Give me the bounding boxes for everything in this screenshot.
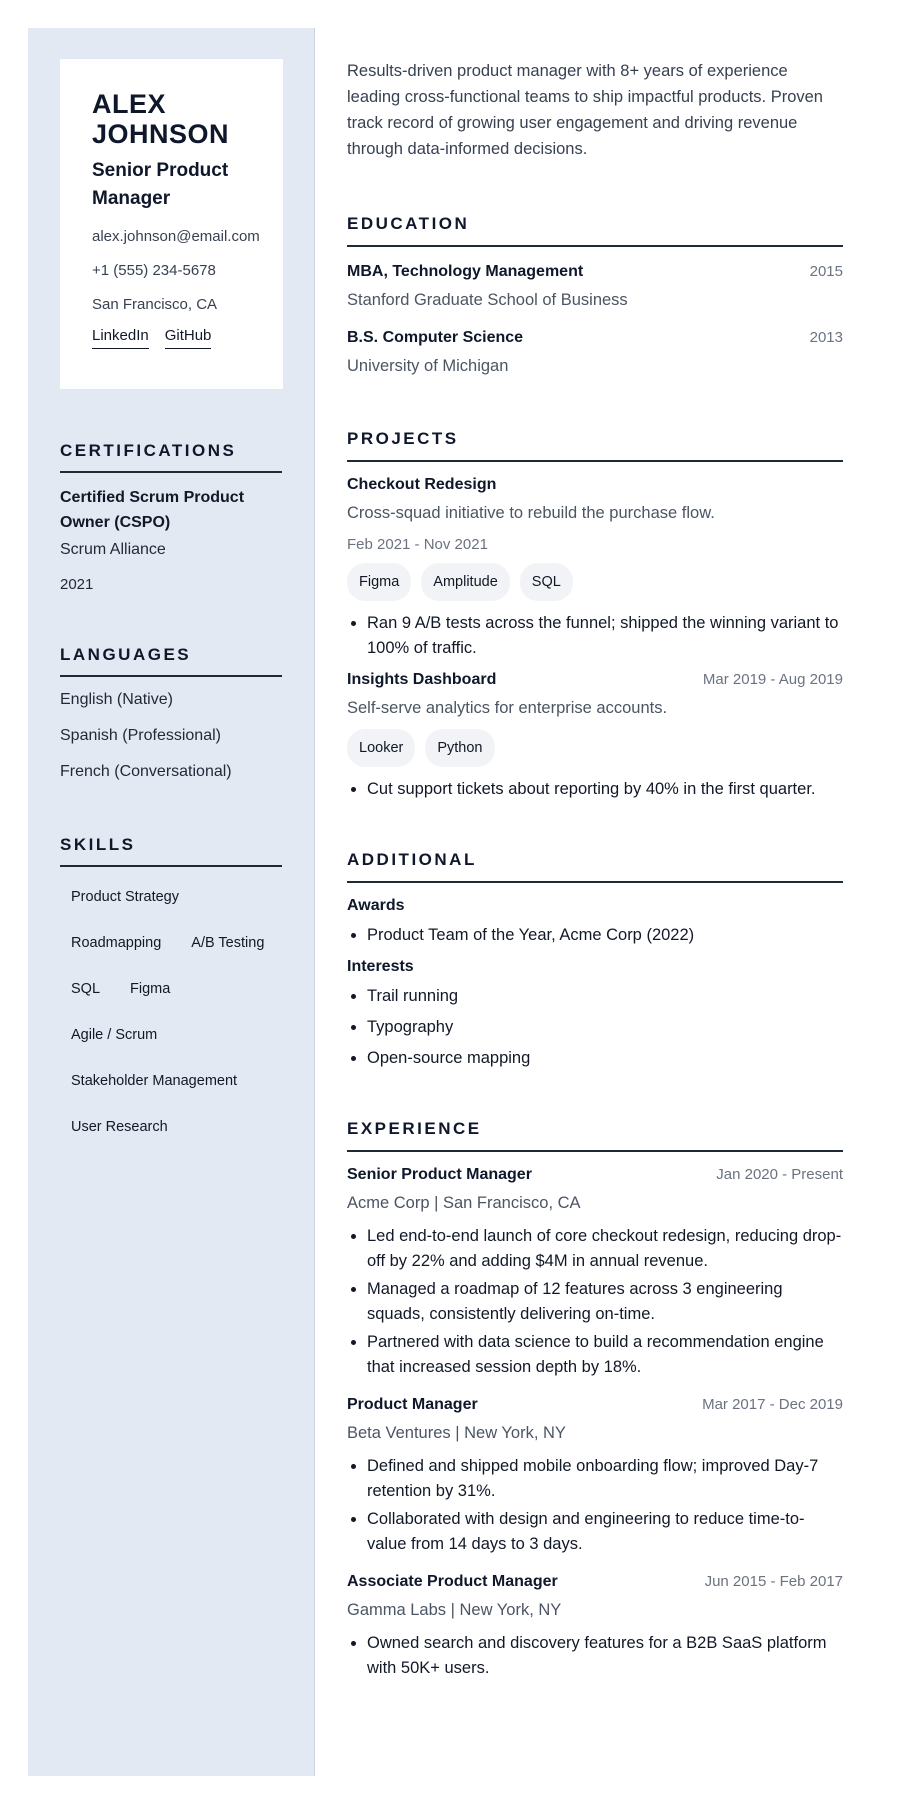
graduation-year: 2013 xyxy=(809,329,843,346)
cert-name: Certified Scrum Product Owner (CSPO) xyxy=(60,489,245,531)
interest-item: • Trail running xyxy=(367,984,843,1009)
degree: B.S. Computer Science xyxy=(347,329,524,346)
experience-entry xyxy=(347,1396,843,1557)
bullet-item: • Defined and shipped mobile onboarding flow; improved Day-7 retention by 31%. xyxy=(367,1454,843,1504)
tech-tag: Figma xyxy=(347,563,411,601)
experience-section xyxy=(347,1119,843,1681)
interests-list xyxy=(347,984,843,1071)
cert-year: 2021 xyxy=(60,576,94,593)
project-bullets xyxy=(347,777,843,802)
project-description: Cross-squad initiative to rebuild the purchase flow. xyxy=(347,504,715,522)
skill-tag: Agile / Scrum xyxy=(60,1017,168,1053)
interest-item: • Typography xyxy=(367,1015,843,1040)
job-title: Associate Product Manager xyxy=(347,1573,558,1590)
profile-card xyxy=(60,59,283,389)
main-content xyxy=(315,28,872,1776)
language-item: French (Conversational) xyxy=(60,763,232,780)
tech-tag: SQL xyxy=(520,563,573,601)
candidate-name: ALEX JOHNSON xyxy=(92,89,230,149)
interests-label: Interests xyxy=(347,958,414,975)
additional-section xyxy=(347,850,843,1071)
linkedin-link[interactable]: LinkedIn xyxy=(92,327,149,349)
experience-entry xyxy=(347,1166,843,1380)
experience-entry xyxy=(347,1573,843,1681)
job-title: Product Manager xyxy=(347,1396,478,1413)
awards-label: Awards xyxy=(347,897,405,914)
bullet-item: • Ran 9 A/B tests across the funnel; shipped the winning variant to 100% of traffic. xyxy=(367,611,843,661)
job-bullets xyxy=(347,1224,843,1380)
language-item: Spanish (Professional) xyxy=(60,727,221,744)
skill-tag: Figma xyxy=(119,971,181,1007)
education-entry xyxy=(347,263,843,311)
tech-tag: Looker xyxy=(347,729,415,767)
skill-tag: Stakeholder Management xyxy=(60,1063,248,1099)
company: Gamma Labs | New York, NY xyxy=(347,1601,562,1619)
job-dates: Jan 2020 - Present xyxy=(716,1166,843,1183)
job-dates: Jun 2015 - Feb 2017 xyxy=(704,1573,843,1590)
email[interactable]: alex.johnson@email.com xyxy=(92,228,260,245)
location: San Francisco, CA xyxy=(92,296,218,313)
bullet-item: • Led end-to-end launch of core checkout redesign, reducing drop-off by 22% and adding $4M in annual revenue. xyxy=(367,1224,843,1274)
tech-tag: Amplitude xyxy=(421,563,509,601)
resume-page xyxy=(28,28,872,1776)
education-section xyxy=(347,214,843,377)
additional-heading: ADDITIONAL xyxy=(347,850,843,883)
project-entry xyxy=(347,671,843,802)
company: Acme Corp | San Francisco, CA xyxy=(347,1194,581,1212)
bullet-item: • Collaborated with design and engineering to reduce time-to-value from 14 days to 3 days. xyxy=(367,1507,843,1557)
education-entry xyxy=(347,329,843,377)
bullet-item: • Owned search and discovery features for a B2B SaaS platform with 50K+ users. xyxy=(367,1631,843,1681)
bullet-item: • Partnered with data science to build a recommendation engine that increased session depth by 18%. xyxy=(367,1330,843,1380)
languages-section xyxy=(60,645,282,783)
project-description: Self-serve analytics for enterprise accounts. xyxy=(347,699,668,717)
bullet-item: • Managed a roadmap of 12 features across 3 engineering squads, consistently delivering on-time. xyxy=(367,1277,843,1327)
bullet-item: • Cut support tickets about reporting by 40% in the first quarter. xyxy=(367,777,843,802)
skill-tag: SQL xyxy=(60,971,111,1007)
job-title: Senior Product Manager xyxy=(347,1166,532,1183)
languages-heading: LANGUAGES xyxy=(60,645,282,677)
projects-section xyxy=(347,429,843,802)
certifications-section xyxy=(60,441,282,593)
project-dates: Feb 2021 - Nov 2021 xyxy=(347,536,488,553)
company: Beta Ventures | New York, NY xyxy=(347,1424,566,1442)
summary: Results-driven product manager with 8+ years of experience leading cross-functional teams to ship impactful products. Proven track record of growing user engagement and driving revenue through data-informed decisions. xyxy=(347,62,823,158)
projects-heading: PROJECTS xyxy=(347,429,843,462)
award-item: • Product Team of the Year, Acme Corp (2022) xyxy=(367,923,843,948)
project-dates: Mar 2019 - Aug 2019 xyxy=(702,671,843,688)
phone: +1 (555) 234-5678 xyxy=(92,262,216,279)
graduation-year: 2015 xyxy=(809,263,843,280)
profile-links xyxy=(92,327,251,349)
degree: MBA, Technology Management xyxy=(347,263,584,280)
job-bullets xyxy=(347,1454,843,1557)
skills-list xyxy=(60,879,282,1155)
skill-tag: User Research xyxy=(60,1109,179,1145)
certifications-heading: CERTIFICATIONS xyxy=(60,441,282,473)
skill-tag: Product Strategy xyxy=(60,879,190,915)
project-entry xyxy=(347,476,843,661)
experience-heading: EXPERIENCE xyxy=(347,1119,843,1152)
project-name: Insights Dashboard xyxy=(347,671,497,688)
job-bullets xyxy=(347,1631,843,1681)
school: University of Michigan xyxy=(347,357,509,375)
job-dates: Mar 2017 - Dec 2019 xyxy=(702,1396,843,1413)
cert-issuer: Scrum Alliance xyxy=(60,541,166,558)
candidate-title: Senior Product Manager xyxy=(92,160,229,209)
education-heading: EDUCATION xyxy=(347,214,843,247)
language-item: English (Native) xyxy=(60,691,173,708)
sidebar xyxy=(28,28,315,1776)
skills-heading: SKILLS xyxy=(60,835,282,867)
project-tags xyxy=(347,563,843,601)
github-link[interactable]: GitHub xyxy=(165,327,212,349)
awards-list xyxy=(347,923,843,948)
contact-info xyxy=(92,227,260,315)
interest-item: • Open-source mapping xyxy=(367,1046,843,1071)
skills-section xyxy=(60,835,282,1155)
project-tags xyxy=(347,729,843,767)
project-name: Checkout Redesign xyxy=(347,476,497,493)
tech-tag: Python xyxy=(425,729,494,767)
school: Stanford Graduate School of Business xyxy=(347,291,628,309)
skill-tag: Roadmapping xyxy=(60,925,172,961)
project-bullets xyxy=(347,611,843,661)
skill-tag: A/B Testing xyxy=(180,925,275,961)
